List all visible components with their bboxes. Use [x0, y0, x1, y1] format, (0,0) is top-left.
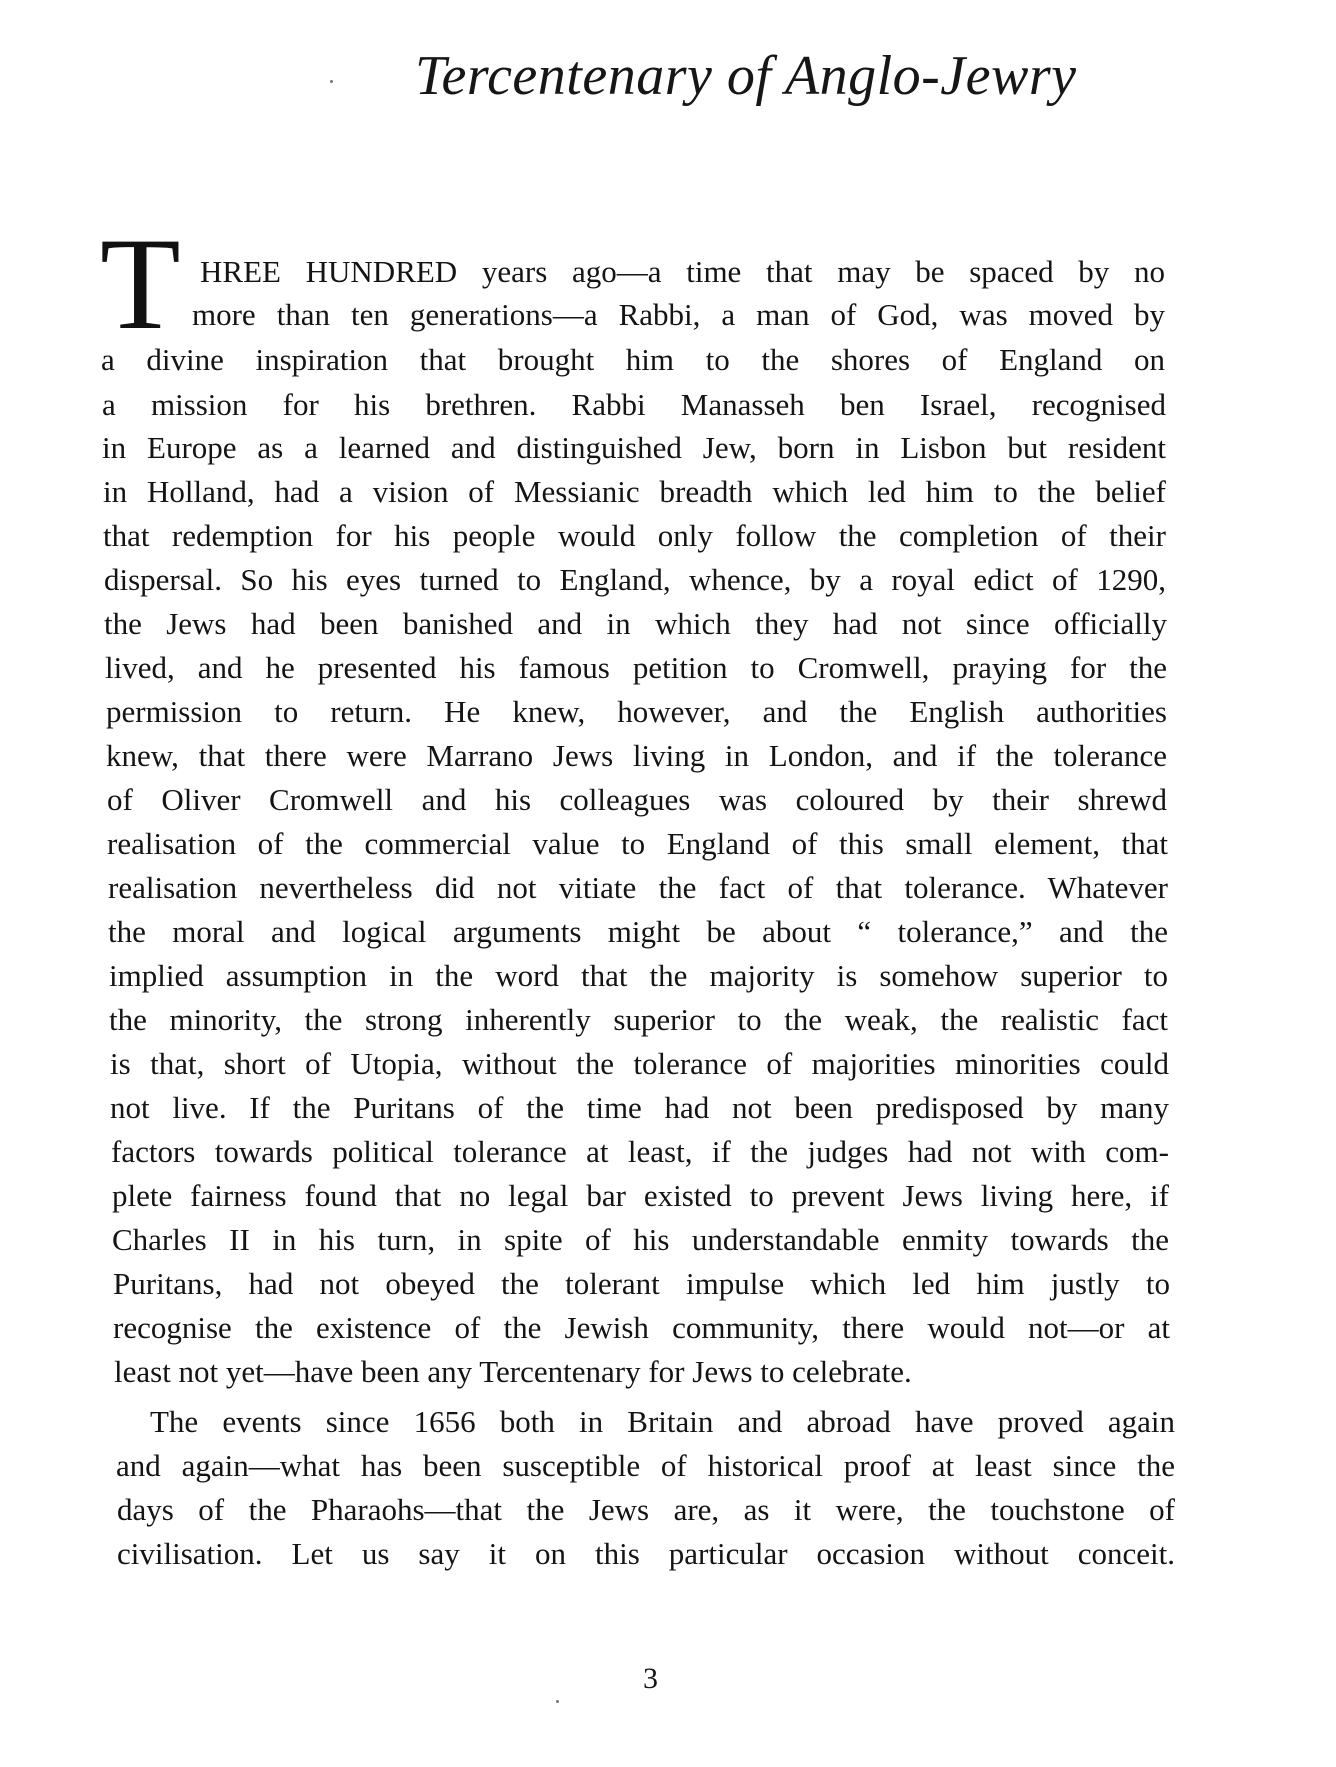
drop-cap: T — [100, 210, 181, 357]
body-line: the moral and logical arguments might be about “ tolerance,” and the — [108, 914, 1168, 949]
body-line: least not yet—have been any Tercentenary for Jews to celebrate. — [114, 1354, 912, 1389]
body-line: the Jews had been banished and in which they had not since officially — [104, 606, 1167, 641]
body-line: more than ten generations—a Rabbi, a man of God, was moved by — [192, 297, 1165, 332]
body-line: in Holland, had a vision of Messianic breadth which led him to the belief — [103, 474, 1166, 509]
scan-speck — [330, 80, 333, 83]
body-line: factors towards political tolerance at least, if the judges had not with com- — [111, 1134, 1169, 1169]
body-line: not live. If the Puritans of the time had not been predisposed by many — [110, 1090, 1169, 1125]
body-line: plete fairness found that no legal bar existed to prevent Jews living here, if — [112, 1178, 1169, 1213]
body-line: a divine inspiration that brought him to the shores of England on — [101, 342, 1165, 377]
body-line: realisation nevertheless did not vitiate the fact of that tolerance. Whatever — [108, 870, 1168, 905]
body-line: a mission for his brethren. Rabbi Manasseh ben Israel, recognised — [102, 387, 1166, 422]
body-line: knew, that there were Marrano Jews living in London, and if the tolerance — [106, 738, 1167, 773]
body-line: HREE HUNDRED years ago—a time that may be spaced by no — [200, 254, 1165, 289]
body-line: in Europe as a learned and distinguished Jew, born in Lisbon but resident — [102, 430, 1166, 465]
body-line: Puritans, had not obeyed the tolerant impulse which led him justly to — [113, 1266, 1170, 1301]
body-line: realisation of the commercial value to England of this small element, that — [107, 826, 1168, 861]
body-line: recognise the existence of the Jewish community, there would not—or at — [113, 1310, 1170, 1345]
body-line: The events since 1656 both in Britain and abroad have proved again — [150, 1404, 1175, 1439]
page-title: Tercentenary of Anglo-Jewry — [415, 45, 1077, 107]
page-number: 3 — [643, 1662, 658, 1695]
body-line: of Oliver Cromwell and his colleagues was coloured by their shrewd — [107, 782, 1167, 817]
body-line: civilisation. Let us say it on this particular occasion without conceit. — [117, 1536, 1175, 1571]
body-line: implied assumption in the word that the majority is somehow superior to — [109, 958, 1168, 993]
body-line: lived, and he presented his famous petition to Cromwell, praying for the — [105, 650, 1167, 685]
scan-speck — [556, 1700, 559, 1703]
body-line: days of the Pharaohs—that the Jews are, as it were, the touchstone of — [117, 1492, 1175, 1527]
body-line: that redemption for his people would only follow the completion of their — [103, 518, 1166, 553]
body-line: Charles II in his turn, in spite of his understandable enmity towards the — [112, 1222, 1169, 1257]
body-line: permission to return. He knew, however, and the English authorities — [106, 694, 1167, 729]
body-line: the minority, the strong inherently superior to the weak, the realistic fact — [109, 1002, 1168, 1037]
body-line: and again—what has been susceptible of historical proof at least since the — [116, 1448, 1175, 1483]
body-line: is that, short of Utopia, without the tolerance of majorities minorities could — [110, 1046, 1169, 1081]
body-line: dispersal. So his eyes turned to England, whence, by a royal edict of 1290, — [104, 562, 1166, 597]
